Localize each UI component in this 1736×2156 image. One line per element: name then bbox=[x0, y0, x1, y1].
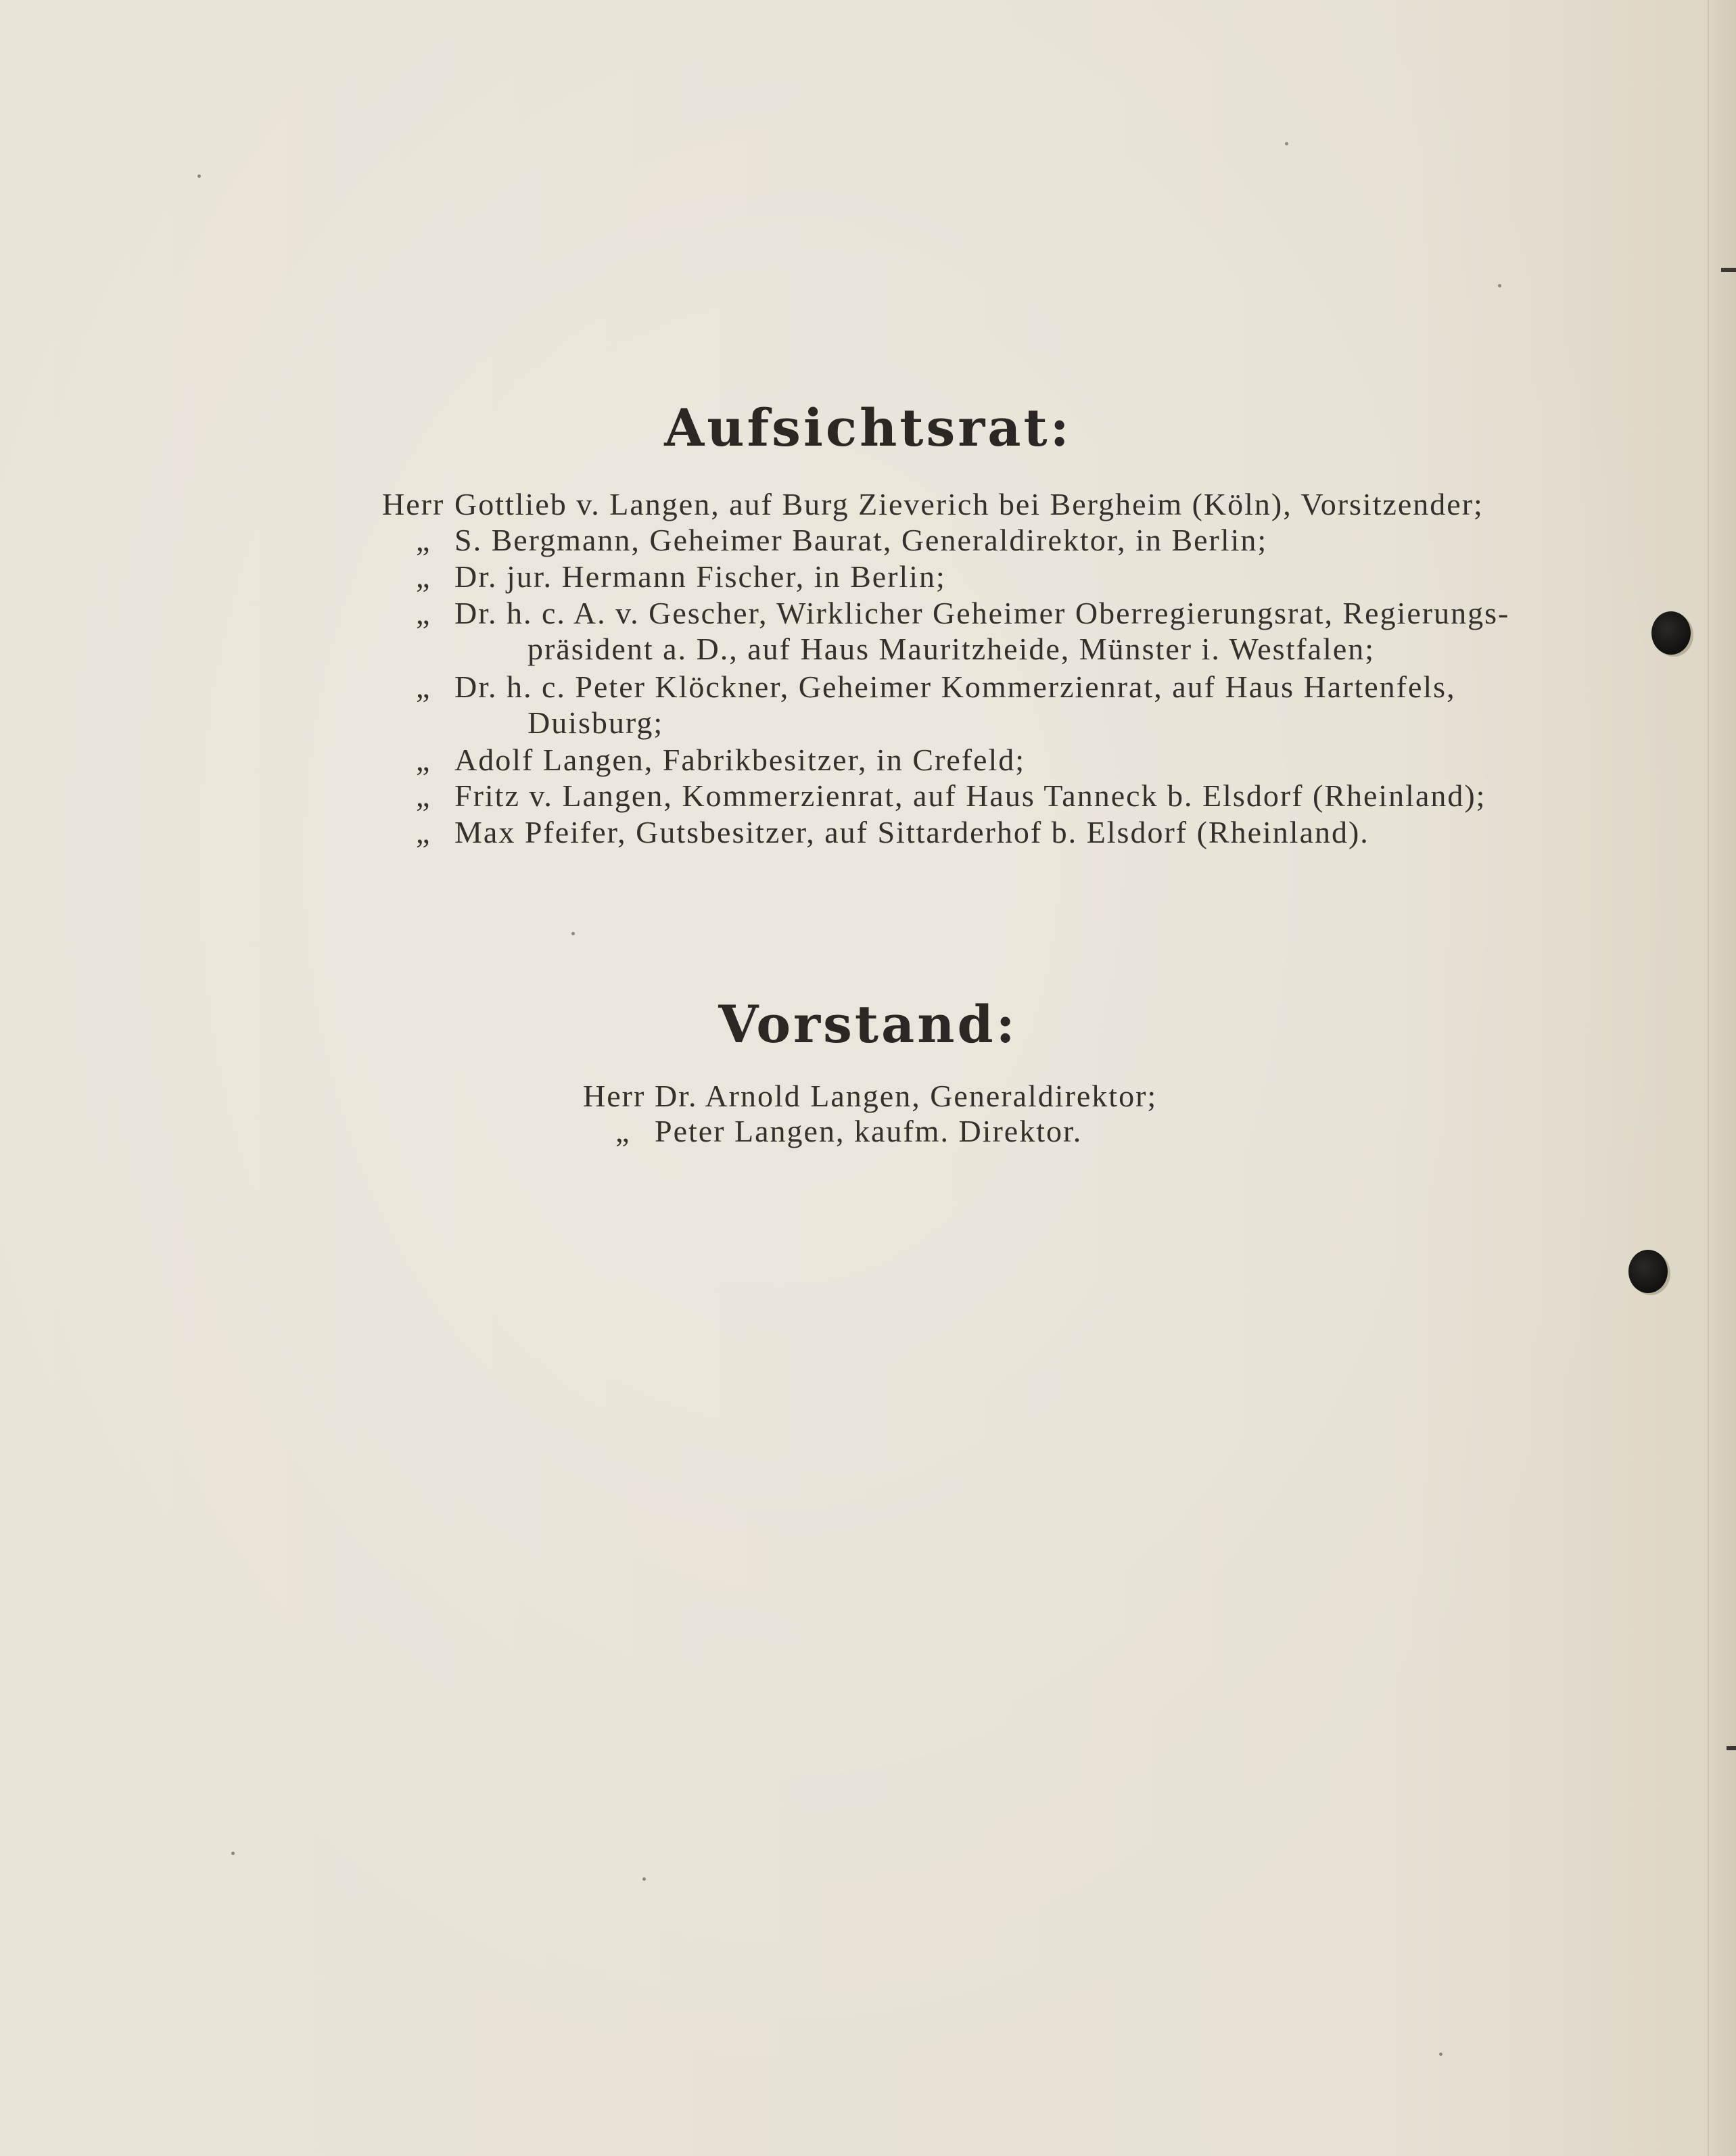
member-prefix: Herr bbox=[382, 487, 445, 521]
ditto-mark: „ bbox=[416, 559, 430, 594]
executive-board-heading: Vorstand: bbox=[718, 994, 1018, 1054]
member-line: Adolf Langen, Fabrikbesitzer, in Crefeld; bbox=[454, 743, 1026, 777]
member-line: Dr. h. c. A. v. Gescher, Wirklicher Geheimer Oberregierungsrat, Regierungs- bbox=[454, 596, 1510, 630]
supervisory-board-heading: Aufsichtsrat: bbox=[664, 398, 1072, 458]
ditto-mark: „ bbox=[416, 815, 430, 849]
edge-mark bbox=[1727, 1746, 1736, 1750]
ditto-mark: „ bbox=[416, 523, 430, 557]
member-line: Gottlieb v. Langen, auf Burg Zieverich bei Bergheim (Köln), Vorsitzender; bbox=[454, 487, 1484, 521]
page-edge bbox=[1708, 0, 1736, 2156]
member-line: Dr. Arnold Langen, Generaldirektor; bbox=[655, 1079, 1158, 1113]
member-line: Dr. h. c. Peter Klöckner, Geheimer Kommerzienrat, auf Haus Hartenfels, bbox=[454, 670, 1456, 704]
member-line: S. Bergmann, Geheimer Baurat, Generaldirektor, in Berlin; bbox=[454, 523, 1268, 557]
member-line-continued: Duisburg; bbox=[527, 705, 664, 740]
punch-hole bbox=[1651, 611, 1691, 655]
edge-mark bbox=[1721, 268, 1736, 272]
ditto-mark: „ bbox=[416, 596, 430, 630]
member-line: Fritz v. Langen, Kommerzienrat, auf Haus Tanneck b. Elsdorf (Rheinland); bbox=[454, 778, 1486, 813]
paper-speck bbox=[642, 1877, 646, 1881]
paper-speck bbox=[231, 1852, 235, 1855]
member-line: Peter Langen, kaufm. Direktor. bbox=[655, 1114, 1083, 1148]
paper-speck bbox=[1439, 2053, 1442, 2056]
paper-speck bbox=[1285, 142, 1288, 145]
member-prefix: Herr bbox=[583, 1079, 646, 1113]
paper-speck bbox=[197, 174, 201, 178]
ditto-mark: „ bbox=[416, 670, 430, 704]
paper-speck bbox=[1498, 284, 1501, 287]
member-line: Max Pfeifer, Gutsbesitzer, auf Sittarderhof b. Elsdorf (Rheinland). bbox=[454, 815, 1369, 849]
punch-hole bbox=[1628, 1250, 1668, 1293]
member-line-continued: präsident a. D., auf Haus Mauritzheide, Münster i. Westfalen; bbox=[527, 632, 1376, 666]
ditto-mark: „ bbox=[615, 1114, 630, 1148]
member-line: Dr. jur. Hermann Fischer, in Berlin; bbox=[454, 559, 946, 594]
ditto-mark: „ bbox=[416, 778, 430, 813]
paper-speck bbox=[571, 932, 575, 935]
ditto-mark: „ bbox=[416, 743, 430, 777]
